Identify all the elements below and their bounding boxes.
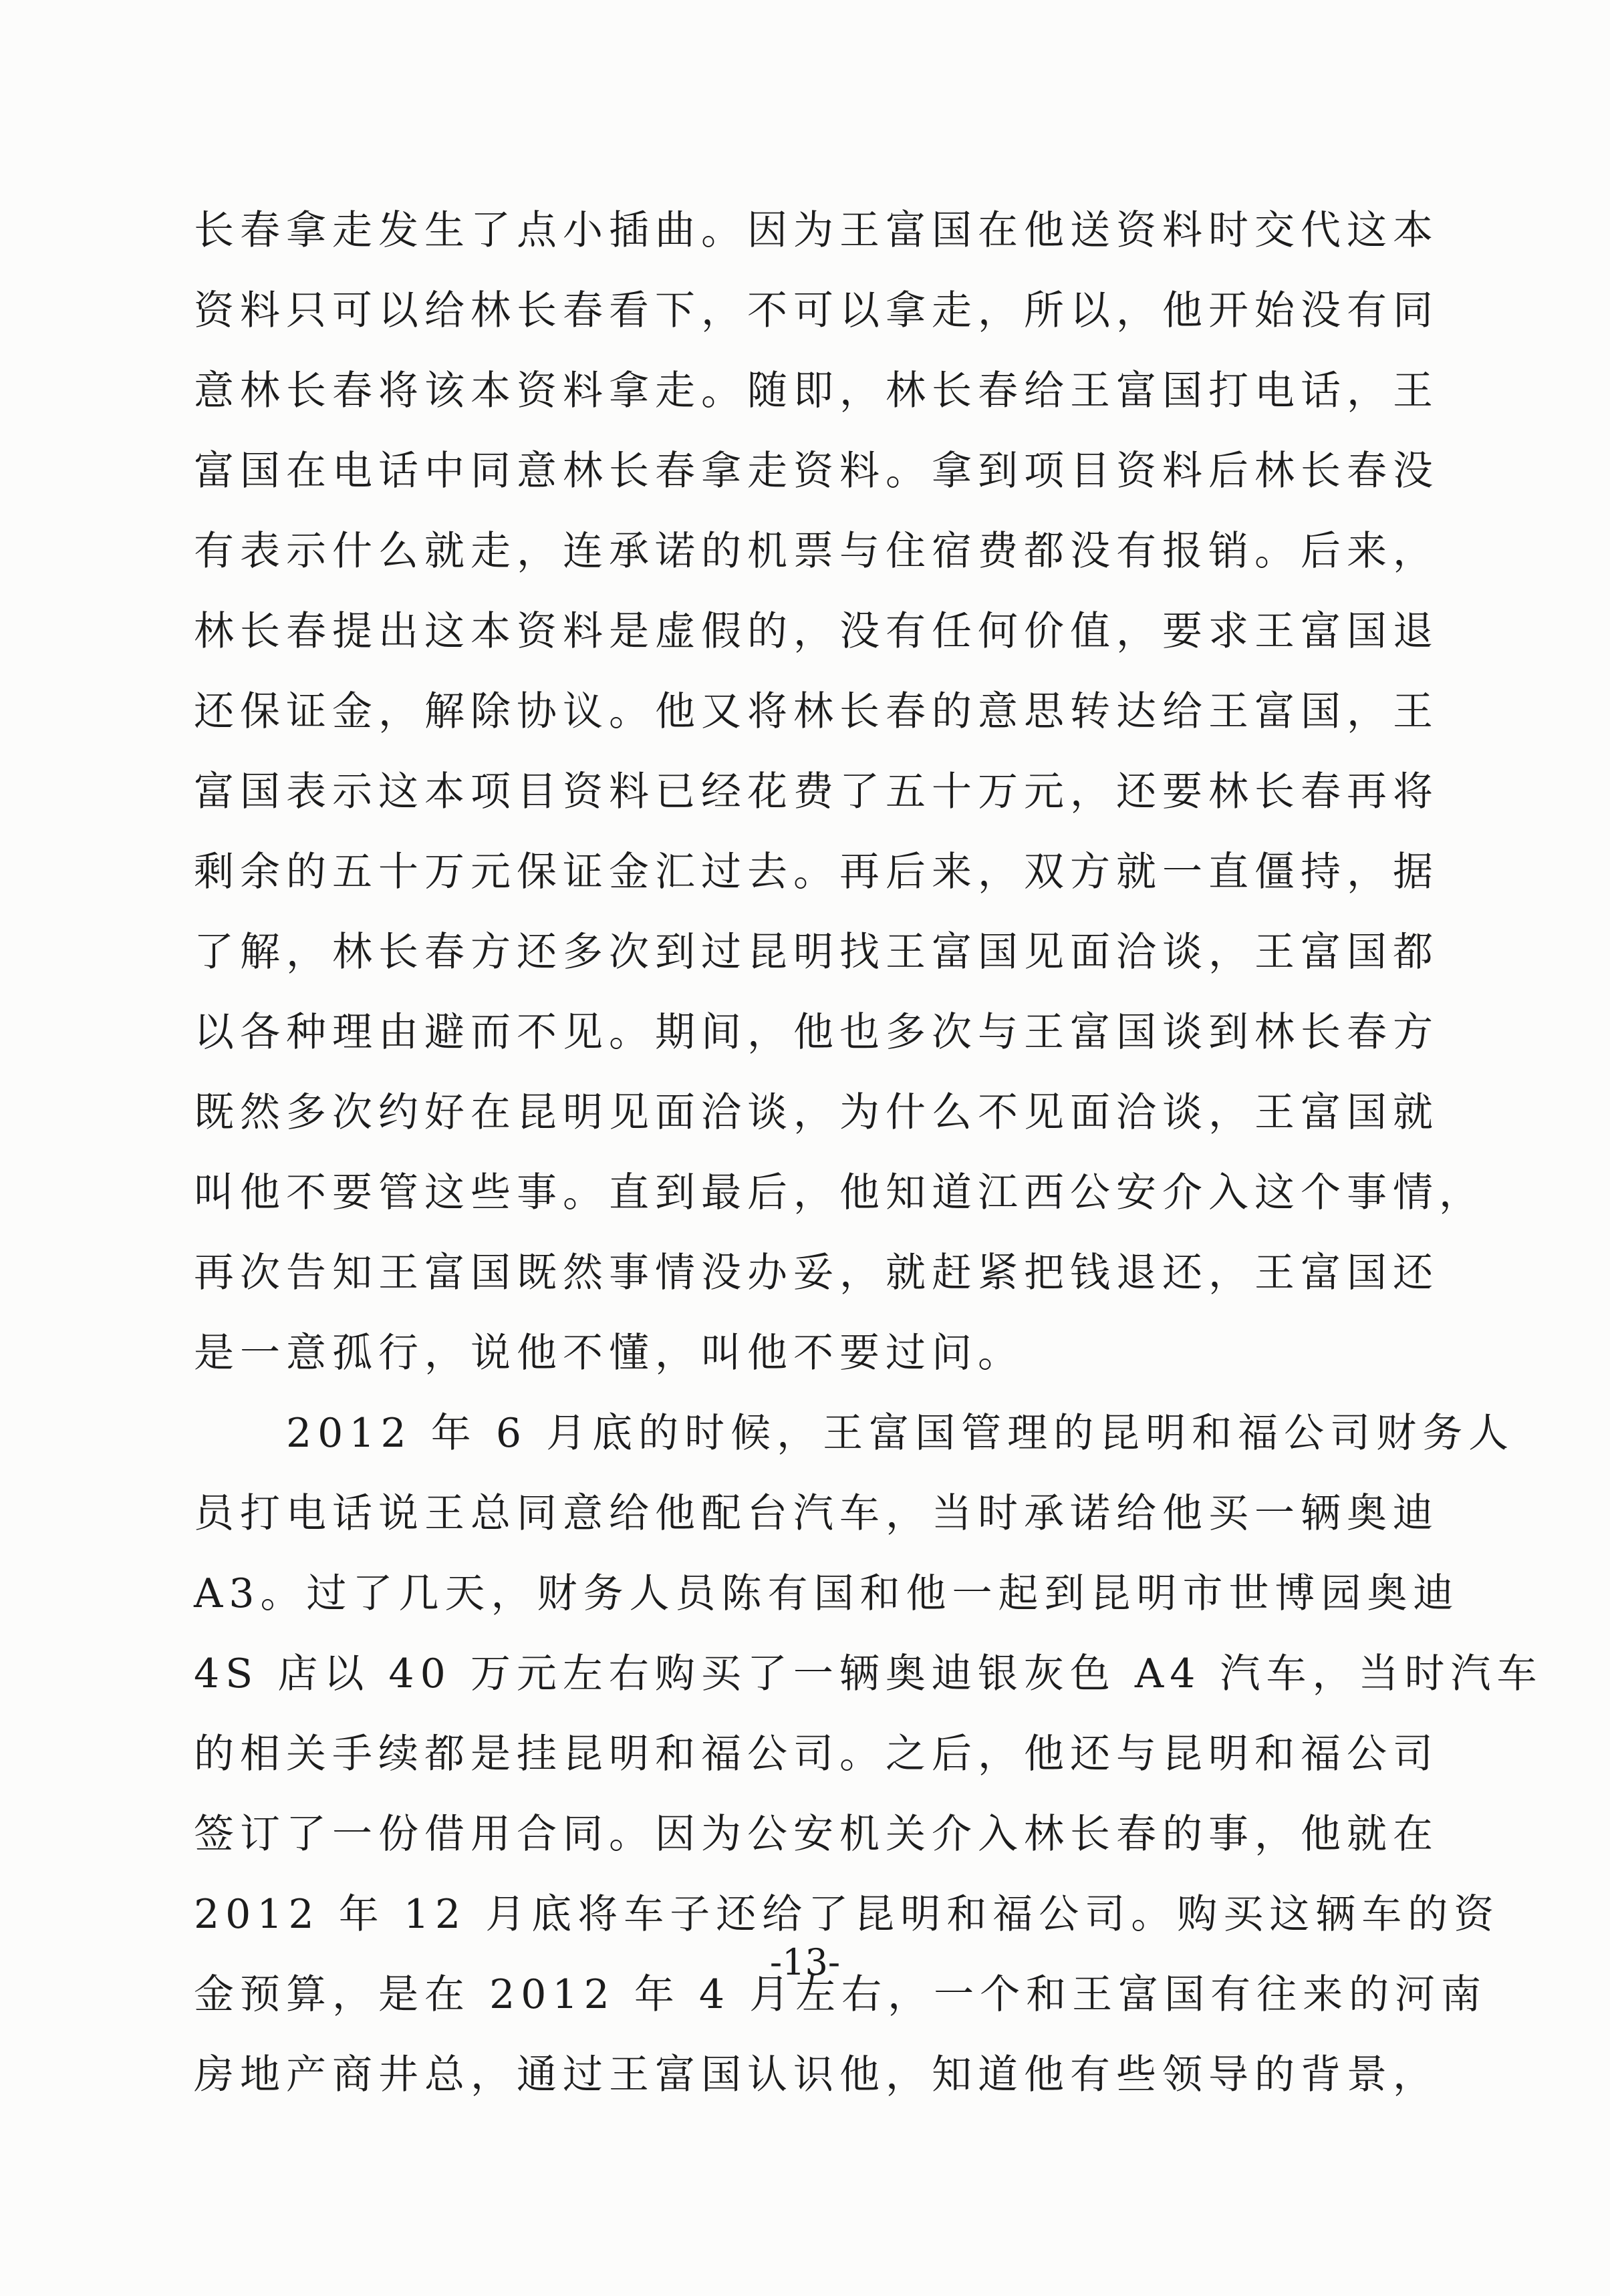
text-line: 有表示什么就走，连承诺的机票与住宿费都没有报销。后来， [194,528,1439,575]
text-line: 了解，林长春方还多次到过昆明找王富国见面洽谈，王富国都 [194,929,1439,976]
text-line: 金预算，是在 2012 年 4 月左右，一个和王富国有往来的河南 [194,1971,1488,2018]
text-line: 的相关手续都是挂昆明和福公司。之后，他还与昆明和福公司 [194,1731,1439,1777]
text-line: A3。过了几天，财务人员陈有国和他一起到昆明市世博园奥迪 [194,1570,1460,1617]
text-line: 富国在电话中同意林长春拿走资料。拿到项目资料后林长春没 [194,448,1439,494]
page-number: -13- [769,1941,841,1983]
text-line: 4S 店以 40 万元左右购买了一辆奥迪银灰色 A4 汽车，当时汽车 [194,1651,1543,1697]
text-line: 富国表示这本项目资料已经花费了五十万元，还要林长春再将 [194,768,1439,815]
text-line: 员打电话说王总同意给他配台汽车，当时承诺给他买一辆奥迪 [194,1490,1439,1537]
text-line: 以各种理由避而不见。期间，他也多次与王富国谈到林长春方 [194,1009,1439,1056]
text-line: 再次告知王富国既然事情没办妥，就赶紧把钱退还，王富国还 [194,1250,1439,1296]
text-line: 林长春提出这本资料是虚假的，没有任何价值，要求王富国退 [194,608,1439,655]
text-line: 长春拿走发生了点小插曲。因为王富国在他送资料时交代这本 [194,207,1439,254]
text-line: 剩余的五十万元保证金汇过去。再后来，双方就一直僵持，据 [194,849,1439,895]
body-text [194,190,1543,2115]
text-line: 房地产商井总，通过王富国认识他，知道他有些领导的背景， [194,2051,1439,2098]
text-line: 签订了一份借用合同。因为公安机关介入林长春的事，他就在 [194,1811,1439,1858]
text-line: 意林长春将该本资料拿走。随即，林长春给王富国打电话，王 [194,368,1439,414]
text-line: 是一意孤行，说他不懂，叫他不要过问。 [194,1330,1024,1377]
text-line: 资料只可以给林长春看下，不可以拿走，所以，他开始没有同 [194,287,1439,334]
text-line: 2012 年 12 月底将车子还给了昆明和福公司。购买这辆车的资 [194,1891,1500,1938]
text-line: 既然多次约好在昆明见面洽谈，为什么不见面洽谈，王富国就 [194,1089,1439,1136]
text-line: 2012 年 6 月底的时候，王富国管理的昆明和福公司财务人 [194,1410,1515,1457]
text-line: 叫他不要管这些事。直到最后，他知道江西公安介入这个事情， [194,1169,1485,1216]
text-line: 还保证金，解除协议。他又将林长春的意思转达给王富国，王 [194,688,1439,735]
